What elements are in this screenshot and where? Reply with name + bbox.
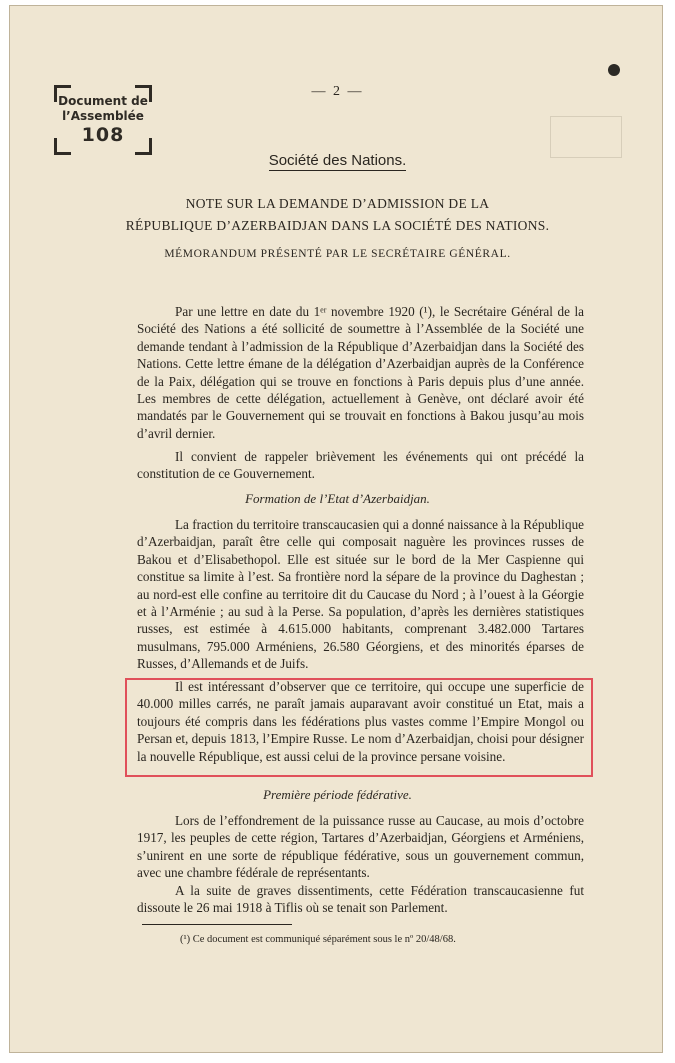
footnote: (¹) Ce document est communiqué séparément sous le nº 20/48/68. xyxy=(180,934,456,945)
title-line-1: NOTE SUR LA DEMANDE D’ADMISSION DE LA xyxy=(185,196,490,211)
memorandum-subtitle: MÉMORANDUM PRÉSENTÉ PAR LE SECRÉTAIRE GÉNÉRAL. xyxy=(164,248,511,260)
stamp-line-2: l’Assemblée xyxy=(62,109,144,123)
paragraph-highlighted: Il est intéressant d’observer que ce territoire, qui occupe une superficie de 40.000 milles carrés, ne paraît jamais auparavant avoir constitué un Etat, mais a toujours été compris dans les fédérations plus vastes comme l’Empire Mongol ou Persan et, depuis 1813, l’Empire Russe. Le nom d’Azerbaidjan, choisi pour désigner la nouvelle République, est aussi celui de la province persane voisine. xyxy=(137,679,584,764)
stamp-line-1: Document de xyxy=(58,94,148,108)
section-heading-federative: Première période fédérative. xyxy=(263,787,412,802)
paragraph-intro: Par une lettre en date du 1ᵉʳ novembre 1920 (¹), le Secrétaire Général de la Société des Nations a été sollicité de soumettre à l’Assemblée de la Société une demande tendant à l’admission de la République d’Azerbaidjan dans la Société des Nations. Cette lettre émane de la délégation d’Azerbaidjan auprès de la Conférence de la Paix, délégation qui se trouve en fonctions à Paris depuis plus d’une année. Les membres de cette délégation, actuellement à Genève, ont déclaré avoir été mandatés par le Gouvernement qui se trouvait en fonctions à Bakou jusqu’au mois d’avril dernier. xyxy=(137,304,584,441)
paragraph-federation: Lors de l’effondrement de la puissance russe au Caucase, au mois d’octobre 1917, les peuples de cette région, Tartares d’Azerbaidjan, Géorgiens et Arméniens, s’unirent en une sorte de république fédérative, sous un gouvernement commun, avec une chambre fédérale de représentants. xyxy=(137,813,584,881)
paragraph-territory: La fraction du territoire transcaucasien qui a donné naissance à la République d’Azerbaidjan, paraît être celle qui composait naguère les provinces russes de Bakou et d’Elisabethopol. Elle est située sur le bord de la Mer Caspienne qui constitue sa limite à l’est. Sa frontière nord la sépare de la province du Daghestan ; au nord-est elle confine au territoire dit du Caucase du Nord ; à l’ouest à la Géorgie et à l’Arménie ; au sud à la Perse. Sa population, d’après les dernières statistiques russes, est estimée à 4.615.000 habitants, comprenant 3.482.000 Tartares musulmans, 795.000 Arméniens, 26.580 Géorgiens, et des minorités éparses de Russes, d’Allemands et de Juifs. xyxy=(137,517,585,672)
title-line-2: RÉPUBLIQUE D’AZERBAIDJAN DANS LA SOCIÉTÉ DES NATIONS. xyxy=(125,218,550,233)
punch-hole xyxy=(608,64,620,76)
stamp-number: 108 xyxy=(81,124,125,146)
footnote-rule xyxy=(142,924,292,925)
section-heading-formation: Formation de l’Etat d’Azerbaidjan. xyxy=(245,491,430,506)
paragraph-dissolution: A la suite de graves dissentiments, cette Fédération transcaucasienne fut dissoute le 26 mai 1918 à Tiflis où se tenait son Parlement. xyxy=(137,883,584,916)
organization-heading xyxy=(0,152,675,169)
page-number: — 2 — xyxy=(311,84,364,99)
highlight-box xyxy=(125,678,593,777)
organization-name: Société des Nations. xyxy=(268,152,407,169)
paragraph-recall: Il convient de rappeler brièvement les événements qui ont précédé la constitution de ce Gouvernement. xyxy=(137,449,584,482)
